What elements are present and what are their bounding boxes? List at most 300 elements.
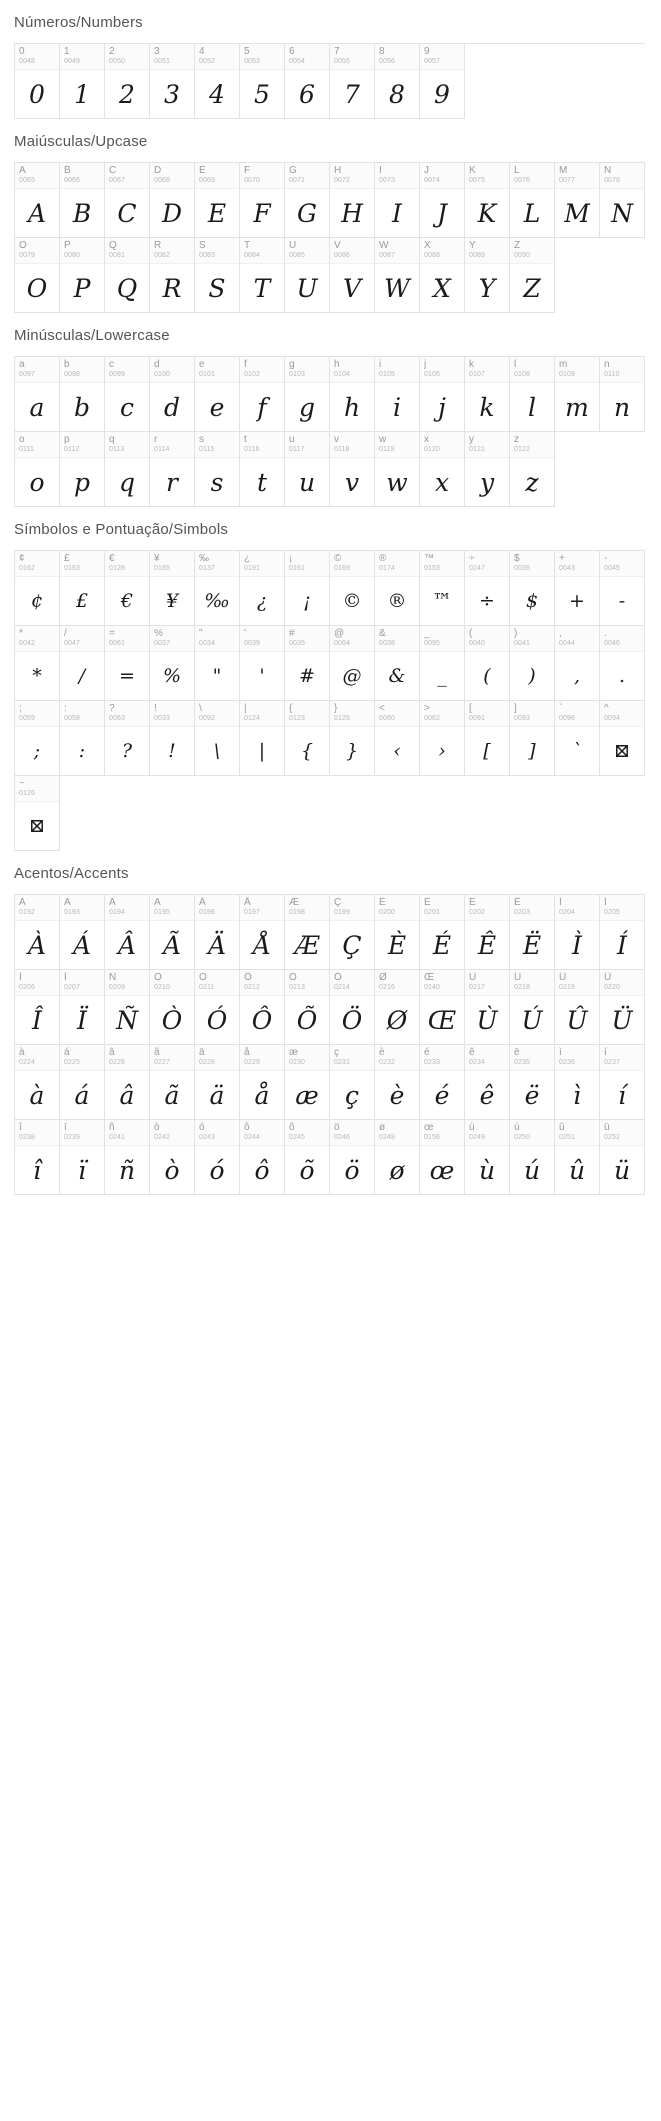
glyph-code-label: 0106 xyxy=(424,371,440,378)
glyph-cell-header xyxy=(240,44,284,70)
glyph-cell[interactable] xyxy=(510,1045,555,1120)
glyph-preview: z xyxy=(525,467,539,497)
glyph-preview: C xyxy=(117,198,137,228)
glyph-cell-header xyxy=(555,1120,599,1146)
glyph-code-label: 0245 xyxy=(289,1134,305,1141)
glyph-cell[interactable] xyxy=(60,1120,105,1195)
glyph-cell[interactable] xyxy=(105,895,150,970)
glyph-cell[interactable] xyxy=(555,1120,600,1195)
glyph-cell[interactable] xyxy=(375,626,420,701)
glyph-cell[interactable] xyxy=(195,1120,240,1195)
glyph-cell[interactable] xyxy=(60,163,105,238)
glyph-cell[interactable] xyxy=(330,701,375,776)
glyph-cell[interactable] xyxy=(600,1045,645,1120)
glyph-cell[interactable] xyxy=(420,701,465,776)
glyph-cell[interactable] xyxy=(330,970,375,1045)
glyph-cell[interactable] xyxy=(555,626,600,701)
glyph-preview: ò xyxy=(164,1155,180,1185)
glyph-cell[interactable] xyxy=(60,701,105,776)
glyph-cell[interactable] xyxy=(150,44,195,119)
glyph-cell[interactable] xyxy=(105,551,150,626)
glyph-cell[interactable] xyxy=(555,357,600,432)
glyph-cell[interactable] xyxy=(195,1045,240,1120)
glyph-cell[interactable] xyxy=(510,551,555,626)
glyph-cell[interactable] xyxy=(195,432,240,507)
glyph-cell[interactable] xyxy=(240,970,285,1045)
glyph-cell[interactable] xyxy=(240,701,285,776)
glyph-cell[interactable] xyxy=(375,895,420,970)
glyph-cell[interactable] xyxy=(375,1045,420,1120)
glyph-cell-header xyxy=(510,1120,554,1146)
glyph-cell[interactable] xyxy=(195,895,240,970)
glyph-char-label: ç xyxy=(334,1047,339,1058)
glyph-code-label: 0110 xyxy=(604,371,620,378)
glyph-cell[interactable] xyxy=(150,970,195,1045)
glyph-char-label: ê xyxy=(469,1047,475,1058)
glyph-cell[interactable] xyxy=(60,551,105,626)
glyph-cell[interactable] xyxy=(195,701,240,776)
glyph-char-label: Ø xyxy=(379,972,387,983)
glyph-cell[interactable] xyxy=(195,551,240,626)
glyph-cell[interactable] xyxy=(375,432,420,507)
glyph-cell[interactable] xyxy=(15,895,60,970)
glyph-code-label: 0224 xyxy=(19,1059,35,1066)
glyph-cell-header xyxy=(150,163,194,189)
glyph-preview: 4 xyxy=(209,79,225,109)
glyph-preview: d xyxy=(163,392,180,422)
glyph-cell[interactable] xyxy=(600,895,645,970)
glyph-cell[interactable] xyxy=(150,1120,195,1195)
glyph-cell[interactable] xyxy=(555,163,600,238)
glyph-cell[interactable] xyxy=(465,357,510,432)
glyph-cell[interactable] xyxy=(600,357,645,432)
glyph-code-label: 0064 xyxy=(334,640,350,647)
glyph-char-label: L xyxy=(514,165,520,176)
glyph-cell[interactable] xyxy=(150,357,195,432)
glyph-char-label: x xyxy=(424,434,429,445)
glyph-cell-header xyxy=(510,626,554,652)
glyph-cell[interactable] xyxy=(465,163,510,238)
glyph-char-label: ë xyxy=(514,1047,520,1058)
glyph-cell[interactable] xyxy=(285,44,330,119)
glyph-cell[interactable] xyxy=(465,432,510,507)
glyph-cell[interactable] xyxy=(240,626,285,701)
glyph-cell[interactable] xyxy=(60,357,105,432)
glyph-char-label: I xyxy=(379,165,382,176)
glyph-cell-header xyxy=(150,357,194,383)
glyph-code-label: 0200 xyxy=(379,909,395,916)
glyph-cell[interactable] xyxy=(600,1120,645,1195)
glyph-cell[interactable] xyxy=(600,626,645,701)
glyph-cell[interactable] xyxy=(60,970,105,1045)
glyph-code-label: 0191 xyxy=(244,565,260,572)
glyph-code-label: 0062 xyxy=(424,715,440,722)
glyph-char-label: é xyxy=(424,1047,430,1058)
glyph-cell[interactable] xyxy=(15,44,60,119)
glyph-cell[interactable] xyxy=(15,626,60,701)
glyph-preview: û xyxy=(568,1155,586,1185)
glyph-cell[interactable] xyxy=(285,163,330,238)
glyph-code-label: 0088 xyxy=(424,252,440,259)
glyph-cell[interactable] xyxy=(15,1045,60,1120)
glyph-cell[interactable] xyxy=(15,432,60,507)
glyph-preview: i xyxy=(393,392,401,422)
glyph-section xyxy=(0,119,661,313)
glyph-cell[interactable] xyxy=(240,551,285,626)
glyph-cell-header xyxy=(600,626,644,652)
glyph-char-label: Æ xyxy=(289,897,299,908)
glyph-cell[interactable] xyxy=(420,970,465,1045)
glyph-cell[interactable] xyxy=(195,44,240,119)
glyph-cell[interactable] xyxy=(420,44,465,119)
glyph-code-label: 0104 xyxy=(334,371,350,378)
glyph-cell[interactable] xyxy=(600,163,645,238)
glyph-cell[interactable] xyxy=(330,163,375,238)
glyph-cell[interactable] xyxy=(600,970,645,1045)
glyph-cell[interactable] xyxy=(60,238,105,313)
glyph-cell-header xyxy=(195,238,239,264)
glyph-char-label: ì xyxy=(559,1047,562,1058)
glyph-cell[interactable] xyxy=(150,701,195,776)
glyph-cell[interactable] xyxy=(105,701,150,776)
glyph-cell[interactable] xyxy=(555,970,600,1045)
glyph-cell[interactable] xyxy=(15,970,60,1045)
glyph-preview: å xyxy=(254,1080,270,1110)
glyph-char-label: s xyxy=(199,434,204,445)
glyph-cell-header xyxy=(15,551,59,577)
glyph-cell[interactable] xyxy=(240,1120,285,1195)
glyph-cell[interactable] xyxy=(195,970,240,1045)
glyph-preview: Ù xyxy=(476,1005,498,1035)
glyph-cell[interactable] xyxy=(60,895,105,970)
glyph-cell-header xyxy=(105,1045,149,1071)
glyph-cell[interactable] xyxy=(15,1120,60,1195)
glyph-cell[interactable] xyxy=(150,551,195,626)
glyph-code-label: 0214 xyxy=(334,984,350,991)
glyph-code-label: 0107 xyxy=(469,371,485,378)
glyph-cell[interactable] xyxy=(105,163,150,238)
glyph-cell[interactable] xyxy=(420,357,465,432)
glyph-char-label: W xyxy=(379,240,389,251)
glyph-cell[interactable] xyxy=(555,895,600,970)
glyph-cell[interactable] xyxy=(150,895,195,970)
glyph-preview: ô xyxy=(254,1155,270,1185)
glyph-preview: Û xyxy=(566,1005,588,1035)
glyph-cell-header xyxy=(375,895,419,921)
glyph-preview: J xyxy=(436,198,448,228)
glyph-cell[interactable] xyxy=(510,1120,555,1195)
glyph-code-label: 0052 xyxy=(199,58,215,65)
glyph-cell[interactable] xyxy=(285,551,330,626)
glyph-cell[interactable] xyxy=(150,626,195,701)
glyph-cell[interactable] xyxy=(555,701,600,776)
glyph-cell[interactable] xyxy=(420,238,465,313)
glyph-cell[interactable] xyxy=(330,238,375,313)
glyph-char-label: õ xyxy=(289,1122,295,1133)
glyph-cell-header xyxy=(375,1045,419,1071)
glyph-cell[interactable] xyxy=(285,432,330,507)
glyph-code-label: 0046 xyxy=(604,640,620,647)
glyph-preview: ç xyxy=(344,1080,359,1110)
glyph-preview: r xyxy=(166,467,178,497)
glyph-cell[interactable] xyxy=(330,357,375,432)
glyph-cell[interactable] xyxy=(285,1045,330,1120)
glyph-cell[interactable] xyxy=(510,626,555,701)
glyph-cell[interactable] xyxy=(420,1120,465,1195)
glyph-cell-header xyxy=(555,701,599,727)
glyph-cell[interactable] xyxy=(330,1120,375,1195)
glyph-preview: L xyxy=(523,198,541,228)
glyph-char-label: Z xyxy=(514,240,521,251)
glyph-cell[interactable] xyxy=(105,626,150,701)
glyph-code-label: 0034 xyxy=(199,640,215,647)
glyph-char-label: . xyxy=(604,628,607,639)
glyph-cell[interactable] xyxy=(510,701,555,776)
glyph-cell[interactable] xyxy=(510,970,555,1045)
glyph-preview: g xyxy=(298,392,315,422)
glyph-cell[interactable] xyxy=(375,357,420,432)
glyph-cell[interactable] xyxy=(375,1120,420,1195)
glyph-preview: ó xyxy=(209,1155,225,1185)
glyph-cell[interactable] xyxy=(330,1045,375,1120)
glyph-cell-header xyxy=(60,44,104,70)
glyph-char-label: q xyxy=(109,434,115,445)
glyph-char-label: = xyxy=(109,628,115,639)
glyph-cell[interactable] xyxy=(330,626,375,701)
glyph-cell[interactable] xyxy=(15,776,60,851)
glyph-cell[interactable] xyxy=(105,1120,150,1195)
glyph-cell[interactable] xyxy=(420,1045,465,1120)
glyph-cell[interactable] xyxy=(195,357,240,432)
glyph-cell[interactable] xyxy=(150,163,195,238)
glyph-cell[interactable] xyxy=(60,626,105,701)
glyph-cell-header xyxy=(330,432,374,458)
glyph-code-label: 0238 xyxy=(19,1134,35,1141)
glyph-char-label: À xyxy=(19,897,26,908)
glyph-cell[interactable] xyxy=(60,1045,105,1120)
glyph-cell[interactable] xyxy=(240,1045,285,1120)
glyph-code-label: 0198 xyxy=(289,909,305,916)
glyph-cell-header xyxy=(465,163,509,189)
glyph-cell[interactable] xyxy=(195,238,240,313)
glyph-char-label: É xyxy=(424,897,431,908)
glyph-cell[interactable] xyxy=(465,970,510,1045)
glyph-char-label: ) xyxy=(514,628,518,639)
glyph-code-label: 0111 xyxy=(19,446,34,453)
glyph-char-label: ¿ xyxy=(244,553,251,564)
glyph-cell[interactable] xyxy=(420,626,465,701)
glyph-cell-header xyxy=(240,432,284,458)
glyph-cell[interactable] xyxy=(420,895,465,970)
glyph-preview: " xyxy=(212,664,222,687)
glyph-cell[interactable] xyxy=(330,895,375,970)
glyph-cell[interactable] xyxy=(15,238,60,313)
glyph-cell[interactable] xyxy=(420,551,465,626)
glyph-code-label: 0041 xyxy=(514,640,530,647)
glyph-cell[interactable] xyxy=(240,44,285,119)
glyph-cell[interactable] xyxy=(465,551,510,626)
glyph-preview: @ xyxy=(342,664,362,687)
glyph-preview: R xyxy=(162,273,182,303)
glyph-cell[interactable] xyxy=(150,238,195,313)
glyph-char-label: œ xyxy=(424,1122,434,1133)
glyph-cell-header xyxy=(60,1120,104,1146)
glyph-preview: 0 xyxy=(29,79,45,109)
glyph-cell[interactable] xyxy=(600,701,645,776)
glyph-cell-header xyxy=(240,1120,284,1146)
glyph-preview: # xyxy=(299,664,315,687)
glyph-cell[interactable] xyxy=(330,44,375,119)
glyph-cell[interactable] xyxy=(285,701,330,776)
glyph-cell-header xyxy=(105,895,149,921)
glyph-cell[interactable] xyxy=(600,551,645,626)
glyph-code-label: 0126 xyxy=(19,790,35,797)
glyph-cell-header xyxy=(555,895,599,921)
glyph-preview: ™ xyxy=(432,589,452,612)
glyph-preview: ; xyxy=(33,739,41,762)
glyph-cell[interactable] xyxy=(15,701,60,776)
glyph-cell[interactable] xyxy=(240,357,285,432)
glyph-char-label: 6 xyxy=(289,46,295,57)
glyph-cell-header xyxy=(60,1045,104,1071)
glyph-cell-header xyxy=(150,432,194,458)
glyph-code-label: 0217 xyxy=(469,984,485,991)
glyph-cell[interactable] xyxy=(510,357,555,432)
glyph-cell[interactable] xyxy=(420,432,465,507)
glyph-cell[interactable] xyxy=(240,163,285,238)
glyph-code-label: 0072 xyxy=(334,177,350,184)
glyph-cell[interactable] xyxy=(330,551,375,626)
glyph-code-label: 0059 xyxy=(19,715,35,722)
glyph-preview: Ö xyxy=(341,1005,363,1035)
glyph-cell[interactable] xyxy=(285,357,330,432)
glyph-cell-header xyxy=(330,1045,374,1071)
glyph-cell[interactable] xyxy=(60,432,105,507)
glyph-cell[interactable] xyxy=(375,44,420,119)
glyph-char-label: u xyxy=(289,434,295,445)
glyph-cell[interactable] xyxy=(60,44,105,119)
glyph-preview: o xyxy=(29,467,45,497)
glyph-cell[interactable] xyxy=(465,1120,510,1195)
glyph-cell-header xyxy=(375,626,419,652)
glyph-cell[interactable] xyxy=(195,163,240,238)
glyph-cell[interactable] xyxy=(510,432,555,507)
glyph-char-label: a xyxy=(19,359,25,370)
glyph-cell-header xyxy=(285,551,329,577)
glyph-preview: ù xyxy=(478,1155,496,1185)
glyph-preview: q xyxy=(118,467,135,497)
glyph-cell[interactable] xyxy=(105,1045,150,1120)
glyph-cell[interactable] xyxy=(285,970,330,1045)
glyph-cell-header xyxy=(285,44,329,70)
glyph-preview: ® xyxy=(387,589,407,612)
glyph-preview: [ xyxy=(483,739,491,762)
glyph-cell[interactable] xyxy=(105,238,150,313)
section-title: Números/Numbers xyxy=(14,14,143,31)
glyph-cell[interactable] xyxy=(465,626,510,701)
glyph-cell[interactable] xyxy=(555,1045,600,1120)
glyph-code-label: 0099 xyxy=(109,371,125,378)
glyph-cell[interactable] xyxy=(195,626,240,701)
glyph-cell[interactable] xyxy=(285,238,330,313)
glyph-cell-header xyxy=(195,551,239,577)
glyph-preview: ü xyxy=(613,1155,631,1185)
glyph-cell-header xyxy=(330,357,374,383)
glyph-cell[interactable] xyxy=(375,163,420,238)
glyph-code-label: 0174 xyxy=(379,565,395,572)
glyph-cell-header xyxy=(465,701,509,727)
glyph-cell[interactable] xyxy=(240,238,285,313)
glyph-cell-header xyxy=(420,895,464,921)
glyph-char-label: í xyxy=(604,1047,607,1058)
glyph-cell[interactable] xyxy=(15,163,60,238)
glyph-cell[interactable] xyxy=(285,1120,330,1195)
glyph-cell-header xyxy=(240,895,284,921)
glyph-cell[interactable] xyxy=(105,44,150,119)
glyph-cell[interactable] xyxy=(465,701,510,776)
glyph-cell[interactable] xyxy=(510,238,555,313)
glyph-cell-header xyxy=(15,895,59,921)
glyph-char-label: S xyxy=(199,240,206,251)
glyph-cell[interactable] xyxy=(465,1045,510,1120)
glyph-preview: Æ xyxy=(294,930,320,960)
glyph-cell[interactable] xyxy=(465,895,510,970)
glyph-cell[interactable] xyxy=(510,163,555,238)
glyph-preview: ä xyxy=(209,1080,225,1110)
glyph-cell[interactable] xyxy=(330,432,375,507)
glyph-cell[interactable] xyxy=(15,551,60,626)
glyph-preview: 9 xyxy=(434,79,450,109)
glyph-code-label: 0091 xyxy=(469,715,485,722)
glyph-code-label: 0092 xyxy=(199,715,215,722)
glyph-char-label: Q xyxy=(109,240,117,251)
glyph-preview: Ë xyxy=(522,930,542,960)
glyph-code-label: 0210 xyxy=(154,984,170,991)
glyph-char-label: m xyxy=(559,359,568,370)
glyph-cell[interactable] xyxy=(240,432,285,507)
glyph-preview: ¥ xyxy=(165,589,179,612)
glyph-cell[interactable] xyxy=(555,551,600,626)
glyph-code-label: 0105 xyxy=(379,371,395,378)
glyph-cell[interactable] xyxy=(375,970,420,1045)
glyph-cell[interactable] xyxy=(240,895,285,970)
glyph-cell[interactable] xyxy=(105,970,150,1045)
glyph-preview: B xyxy=(72,198,92,228)
glyph-preview: : xyxy=(78,739,86,762)
glyph-cell[interactable] xyxy=(375,701,420,776)
glyph-cell[interactable] xyxy=(15,357,60,432)
glyph-preview: } xyxy=(345,739,359,762)
glyph-cell[interactable] xyxy=(465,238,510,313)
glyph-cell[interactable] xyxy=(285,895,330,970)
glyph-cell[interactable] xyxy=(375,238,420,313)
glyph-preview: K xyxy=(477,198,497,228)
glyph-code-label: 0060 xyxy=(379,715,395,722)
glyph-cell[interactable] xyxy=(375,551,420,626)
glyph-preview: ê xyxy=(479,1080,495,1110)
glyph-cell[interactable] xyxy=(105,357,150,432)
glyph-cell[interactable] xyxy=(150,1045,195,1120)
glyph-code-label: 0209 xyxy=(109,984,125,991)
glyph-cell[interactable] xyxy=(420,163,465,238)
glyph-cell[interactable] xyxy=(510,895,555,970)
glyph-cell[interactable] xyxy=(150,432,195,507)
glyph-code-label: 0120 xyxy=(424,446,440,453)
glyph-preview: Ï xyxy=(77,1005,87,1035)
glyph-cell[interactable] xyxy=(105,432,150,507)
glyph-cell[interactable] xyxy=(285,626,330,701)
glyph-cell-header xyxy=(195,163,239,189)
